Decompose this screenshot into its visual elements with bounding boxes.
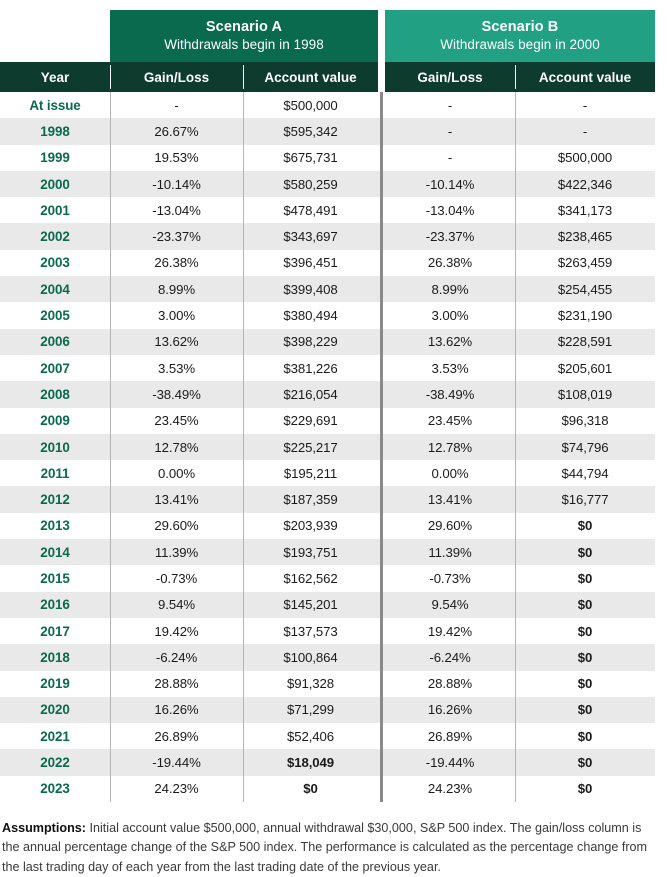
cell-account-value-b: $0 [515, 618, 655, 644]
cell-account-value-a: $71,299 [243, 697, 378, 723]
cell-account-value-a: $0 [243, 776, 378, 802]
cell-account-value-b: $0 [515, 592, 655, 618]
scenario-divider [378, 749, 385, 775]
table-row [0, 618, 655, 644]
cell-account-value-a: $380,494 [243, 302, 378, 328]
cell-account-value-b: - [515, 92, 655, 118]
scenario-divider [378, 223, 385, 249]
cell-gain-loss-a: 26.38% [110, 250, 243, 276]
cell-account-value-b: $0 [515, 723, 655, 749]
scenario-divider [378, 92, 385, 118]
table-row [0, 381, 655, 407]
cell-account-value-a: $145,201 [243, 592, 378, 618]
cell-year: 2005 [40, 308, 70, 324]
cell-gain-loss-a: 29.60% [110, 513, 243, 539]
cell-account-value-b: $44,794 [515, 460, 655, 486]
scenario-divider [378, 565, 385, 591]
cell-account-value-a: $52,406 [243, 723, 378, 749]
cell-gain-loss-a: -10.14% [110, 171, 243, 197]
cell-account-value-a: $137,573 [243, 618, 378, 644]
cell-year: 2001 [40, 202, 70, 218]
cell-gain-loss-b: 26.89% [427, 728, 473, 744]
table-row [0, 355, 655, 381]
scenario-divider [378, 539, 385, 565]
cell-year: 2009 [40, 413, 70, 429]
scenario-divider [378, 513, 385, 539]
cell-account-value-a: $187,359 [243, 486, 378, 512]
cell-gain-loss-b: 8.99% [431, 281, 469, 297]
cell-account-value-a: $398,229 [243, 329, 378, 355]
cell-gain-loss-a: -19.44% [110, 749, 243, 775]
cell-year: 2011 [40, 465, 70, 481]
scenario-divider [378, 276, 385, 302]
cell-gain-loss-b: 19.42% [427, 623, 473, 639]
cell-gain-loss-a: -6.24% [110, 644, 243, 670]
cell-account-value-a: $399,408 [243, 276, 378, 302]
cell-year: 2007 [40, 360, 70, 376]
table-row [0, 145, 655, 171]
cell-gain-loss-a: - [110, 92, 243, 118]
assumptions-footnote [0, 809, 655, 877]
cell-gain-loss-b: 3.53% [431, 360, 469, 376]
cell-year: 2012 [40, 492, 70, 508]
scenario-divider [378, 408, 385, 434]
cell-gain-loss-a: 13.62% [110, 329, 243, 355]
cell-gain-loss-b: -6.24% [429, 649, 471, 665]
cell-account-value-b: $228,591 [515, 329, 655, 355]
table-row [0, 776, 655, 802]
cell-year: 2004 [40, 281, 70, 297]
cell-gain-loss-a: 24.23% [110, 776, 243, 802]
table-row [0, 749, 655, 775]
cell-account-value-b: $16,777 [515, 486, 655, 512]
scenario-banner-row [0, 0, 655, 62]
table-row [0, 197, 655, 223]
cell-account-value-a: $203,939 [243, 513, 378, 539]
column-header-year: Year [40, 69, 70, 85]
cell-gain-loss-a: 12.78% [110, 434, 243, 460]
cell-account-value-b: $0 [515, 513, 655, 539]
assumptions-body: Initial account value $500,000, annual withdrawal $30,000, S&P 500 index. The gain/loss column is the annual percentage change of the S&P 500 index. The performance is calculated as the percentage change from the last trading day of each year from the last trading date of the previous year. [2, 821, 648, 874]
table-row [0, 408, 655, 434]
cell-account-value-a: $225,217 [243, 434, 378, 460]
cell-account-value-a: $195,211 [243, 460, 378, 486]
cell-gain-loss-a: 9.54% [110, 592, 243, 618]
cell-year: 2015 [40, 570, 70, 586]
scenario-divider [378, 145, 385, 171]
cell-gain-loss-a: 28.88% [110, 671, 243, 697]
cell-gain-loss-b: -13.04% [425, 202, 475, 218]
scenario-divider [378, 434, 385, 460]
cell-account-value-b: $0 [515, 644, 655, 670]
cell-gain-loss-a: 13.41% [110, 486, 243, 512]
cell-gain-loss-b: 3.00% [431, 308, 469, 324]
cell-account-value-a: $595,342 [243, 118, 378, 144]
cell-gain-loss-a: 3.53% [110, 355, 243, 381]
table-row [0, 723, 655, 749]
scenario-divider [378, 618, 385, 644]
table-row [0, 250, 655, 276]
cell-account-value-b: $0 [515, 565, 655, 591]
scenario-divider [378, 118, 385, 144]
cell-gain-loss-a: 3.00% [110, 302, 243, 328]
scenario-divider [378, 381, 385, 407]
cell-gain-loss-a: -0.73% [110, 565, 243, 591]
table-row [0, 171, 655, 197]
cell-year: 2021 [40, 728, 70, 744]
cell-gain-loss-a: 26.89% [110, 723, 243, 749]
cell-year: 2018 [40, 649, 70, 665]
banner-gap [378, 10, 385, 62]
cell-account-value-b: $0 [515, 671, 655, 697]
cell-year: 2016 [40, 597, 70, 613]
cell-year: 2006 [40, 334, 70, 350]
table-row [0, 276, 655, 302]
cell-year: 2013 [40, 518, 70, 534]
scenario-a-subtitle: Withdrawals begin in 1998 [164, 37, 324, 53]
cell-gain-loss-b: 13.41% [427, 492, 473, 508]
cell-year: 1999 [40, 150, 70, 166]
cell-account-value-a: $396,451 [243, 250, 378, 276]
cell-gain-loss-b: 0.00% [431, 465, 469, 481]
table-row [0, 434, 655, 460]
scenario-divider [378, 197, 385, 223]
cell-gain-loss-b: 9.54% [431, 597, 469, 613]
cell-account-value-b: $96,318 [515, 408, 655, 434]
scenario-divider [378, 355, 385, 381]
cell-account-value-b: $205,601 [515, 355, 655, 381]
column-header-gain-loss-a: Gain/Loss [110, 62, 243, 92]
scenario-divider [378, 671, 385, 697]
cell-year: 2008 [40, 386, 70, 402]
cell-gain-loss-b: 24.23% [427, 781, 473, 797]
cell-account-value-b: $0 [515, 697, 655, 723]
cell-account-value-b: $422,346 [515, 171, 655, 197]
cell-gain-loss-b: -38.49% [425, 386, 475, 402]
assumptions-text [2, 819, 653, 877]
assumptions-label: Assumptions: [2, 821, 86, 836]
cell-gain-loss-b: 16.26% [427, 702, 473, 718]
cell-year: 2023 [40, 781, 70, 797]
cell-account-value-b: $74,796 [515, 434, 655, 460]
cell-gain-loss-a: 11.39% [110, 539, 243, 565]
cell-gain-loss-b: -10.14% [425, 176, 475, 192]
scenario-divider [378, 592, 385, 618]
scenario-b-title: Scenario B [481, 18, 559, 35]
cell-year: 2010 [40, 439, 70, 455]
cell-gain-loss-b: 13.62% [427, 334, 473, 350]
cell-gain-loss-a: 16.26% [110, 697, 243, 723]
table-row [0, 223, 655, 249]
cell-gain-loss-b: -23.37% [425, 229, 475, 245]
table-body [0, 92, 655, 802]
cell-account-value-a: $500,000 [243, 92, 378, 118]
cell-gain-loss-a: -23.37% [110, 223, 243, 249]
scenario-divider [378, 171, 385, 197]
scenario-divider [378, 486, 385, 512]
scenario-divider-header [378, 62, 385, 92]
cell-account-value-a: $229,691 [243, 408, 378, 434]
banner-spacer [0, 10, 110, 62]
cell-account-value-a: $216,054 [243, 381, 378, 407]
table-row [0, 302, 655, 328]
cell-gain-loss-a: 26.67% [110, 118, 243, 144]
cell-account-value-b: $341,173 [515, 197, 655, 223]
cell-year: At issue [29, 97, 81, 113]
cell-gain-loss-b: - [447, 123, 453, 139]
cell-gain-loss-a: -13.04% [110, 197, 243, 223]
cell-gain-loss-b: 28.88% [427, 676, 473, 692]
cell-year: 1998 [40, 123, 70, 139]
cell-gain-loss-b: -19.44% [425, 755, 475, 771]
cell-year: 2019 [40, 676, 70, 692]
cell-account-value-a: $18,049 [243, 749, 378, 775]
cell-year: 2017 [40, 623, 70, 639]
cell-gain-loss-b: - [447, 150, 453, 166]
table-row [0, 92, 655, 118]
cell-account-value-a: $193,751 [243, 539, 378, 565]
cell-account-value-b: $238,465 [515, 223, 655, 249]
cell-account-value-b: - [515, 118, 655, 144]
scenario-divider [378, 460, 385, 486]
scenario-divider [378, 723, 385, 749]
cell-account-value-b: $254,455 [515, 276, 655, 302]
cell-gain-loss-b: -0.73% [429, 570, 471, 586]
cell-account-value-b: $108,019 [515, 381, 655, 407]
cell-gain-loss-a: 19.53% [110, 145, 243, 171]
cell-year: 2003 [40, 255, 70, 271]
cell-account-value-b: $0 [515, 749, 655, 775]
cell-gain-loss-b: 23.45% [427, 413, 473, 429]
cell-account-value-a: $91,328 [243, 671, 378, 697]
cell-gain-loss-a: 23.45% [110, 408, 243, 434]
cell-account-value-a: $162,562 [243, 565, 378, 591]
scenario-divider [378, 302, 385, 328]
column-header-account-value-a: Account value [243, 62, 378, 92]
table-row [0, 486, 655, 512]
table-row [0, 697, 655, 723]
cell-account-value-b: $0 [515, 776, 655, 802]
table-row [0, 565, 655, 591]
table-row [0, 671, 655, 697]
cell-account-value-a: $381,226 [243, 355, 378, 381]
cell-gain-loss-b: 12.78% [427, 439, 473, 455]
cell-year: 2002 [40, 229, 70, 245]
cell-account-value-a: $478,491 [243, 197, 378, 223]
cell-account-value-b: $0 [515, 539, 655, 565]
cell-account-value-a: $100,864 [243, 644, 378, 670]
cell-gain-loss-a: 19.42% [110, 618, 243, 644]
scenario-a-title: Scenario A [205, 18, 283, 35]
table-row [0, 592, 655, 618]
scenario-a-banner [110, 10, 378, 62]
scenario-divider [378, 644, 385, 670]
table-row [0, 460, 655, 486]
column-header-account-value-b: Account value [515, 62, 655, 92]
cell-account-value-a: $343,697 [243, 223, 378, 249]
cell-gain-loss-b: 26.38% [427, 255, 473, 271]
cell-gain-loss-a: -38.49% [110, 381, 243, 407]
scenario-divider [378, 329, 385, 355]
column-header-gain-loss-b: Gain/Loss [417, 69, 483, 85]
cell-year: 2022 [40, 755, 70, 771]
scenario-divider [378, 697, 385, 723]
cell-account-value-a: $675,731 [243, 145, 378, 171]
scenario-b-banner [385, 10, 655, 62]
scenario-b-subtitle: Withdrawals begin in 2000 [440, 37, 600, 53]
cell-account-value-b: $263,459 [515, 250, 655, 276]
scenario-divider [378, 250, 385, 276]
cell-account-value-b: $500,000 [515, 145, 655, 171]
cell-gain-loss-a: 8.99% [110, 276, 243, 302]
cell-year: 2020 [40, 702, 70, 718]
cell-year: 2000 [40, 176, 70, 192]
cell-account-value-a: $580,259 [243, 171, 378, 197]
cell-gain-loss-a: 0.00% [110, 460, 243, 486]
table-column-header-row [0, 62, 655, 92]
table-row [0, 513, 655, 539]
cell-account-value-b: $231,190 [515, 302, 655, 328]
cell-gain-loss-b: 11.39% [428, 544, 472, 560]
table-row [0, 539, 655, 565]
cell-gain-loss-b: 29.60% [427, 518, 473, 534]
cell-gain-loss-b: - [447, 97, 453, 113]
table-row [0, 118, 655, 144]
table-row [0, 329, 655, 355]
cell-year: 2014 [40, 544, 70, 560]
table-row [0, 644, 655, 670]
scenario-divider [378, 776, 385, 802]
